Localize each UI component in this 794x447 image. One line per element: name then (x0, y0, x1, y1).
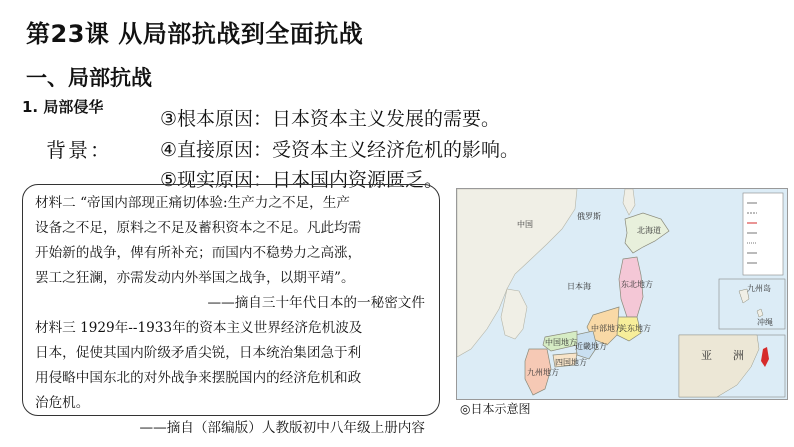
quote-line: 治危机。 (35, 395, 90, 411)
page-title: 第23课 从局部抗战到全面抗战 (26, 20, 364, 48)
map-label-shikoku: 四国地方 (555, 358, 587, 367)
quote-line: 用侵略中国东北的对外战争来摆脱国内的经济危机和政 (35, 370, 362, 386)
map-label-asia: 亚 (701, 349, 712, 362)
reason-realistic: ⑤现实原因：日本国内资源匮乏。 (160, 169, 444, 191)
map-caption: ◎日本示意图 (460, 402, 531, 416)
map-label-kyushu: 九州地方 (527, 368, 559, 377)
map-label-kinki: 近畿地方 (575, 342, 607, 351)
reason-root: ③根本原因：日本资本主义发展的需要。 (160, 108, 501, 130)
quote-line: 开始新的战争，俾有所补充；而国内不稳势力之高涨， (35, 245, 362, 261)
map-label-russia: 俄罗斯 (577, 212, 601, 221)
quote-line: 罢工之狂澜，亦需发动内外举国之战争，以期平靖”。 (35, 270, 355, 286)
map-label-tohoku: 东北地方 (621, 280, 653, 289)
map-label-chugoku: 中国地方 (545, 338, 577, 347)
quote-source: ——摘自三十年代日本的一秘密文件 (207, 295, 425, 311)
map-label-sea: 日本海 (567, 282, 591, 291)
map-label-china: 中国 (517, 220, 533, 229)
quote-line: 设备之不足，原料之不足及蓄积资本之不足。凡此均需 (35, 220, 362, 236)
subsection-heading: 1. 局部侵华 (22, 98, 104, 116)
quote-line: 材料三 1929年--1933年的资本主义世界经济危机波及 (35, 320, 363, 336)
section-heading: 一、局部抗战 (26, 66, 152, 90)
map-label-hokkaido: 北海道 (637, 226, 661, 235)
quote-source: ——摘自（部编版）人教版初中八年级上册内容 (139, 420, 425, 436)
background-label: 背景： (46, 138, 112, 162)
quote-line: 材料二 “帝国内部现正痛切体验:生产力之不足，生产 (35, 195, 350, 211)
japan-map (456, 188, 788, 400)
map-label-okinawa: 冲绳 (757, 318, 773, 327)
japan-map-svg (457, 189, 787, 399)
quote-box (22, 184, 440, 436)
quote-line: 日本，促使其国内阶级矛盾尖锐，日本统治集团急于利 (35, 345, 362, 361)
map-label-kyushu-inset: 九州岛 (747, 284, 771, 293)
map-label-kanto: 关东地方 (619, 324, 651, 333)
map-label-chubu: 中部地方 (591, 324, 623, 333)
reason-direct: ④直接原因：受资本主义经济危机的影响。 (160, 139, 520, 161)
map-label-asia-2: 洲 (733, 349, 744, 362)
